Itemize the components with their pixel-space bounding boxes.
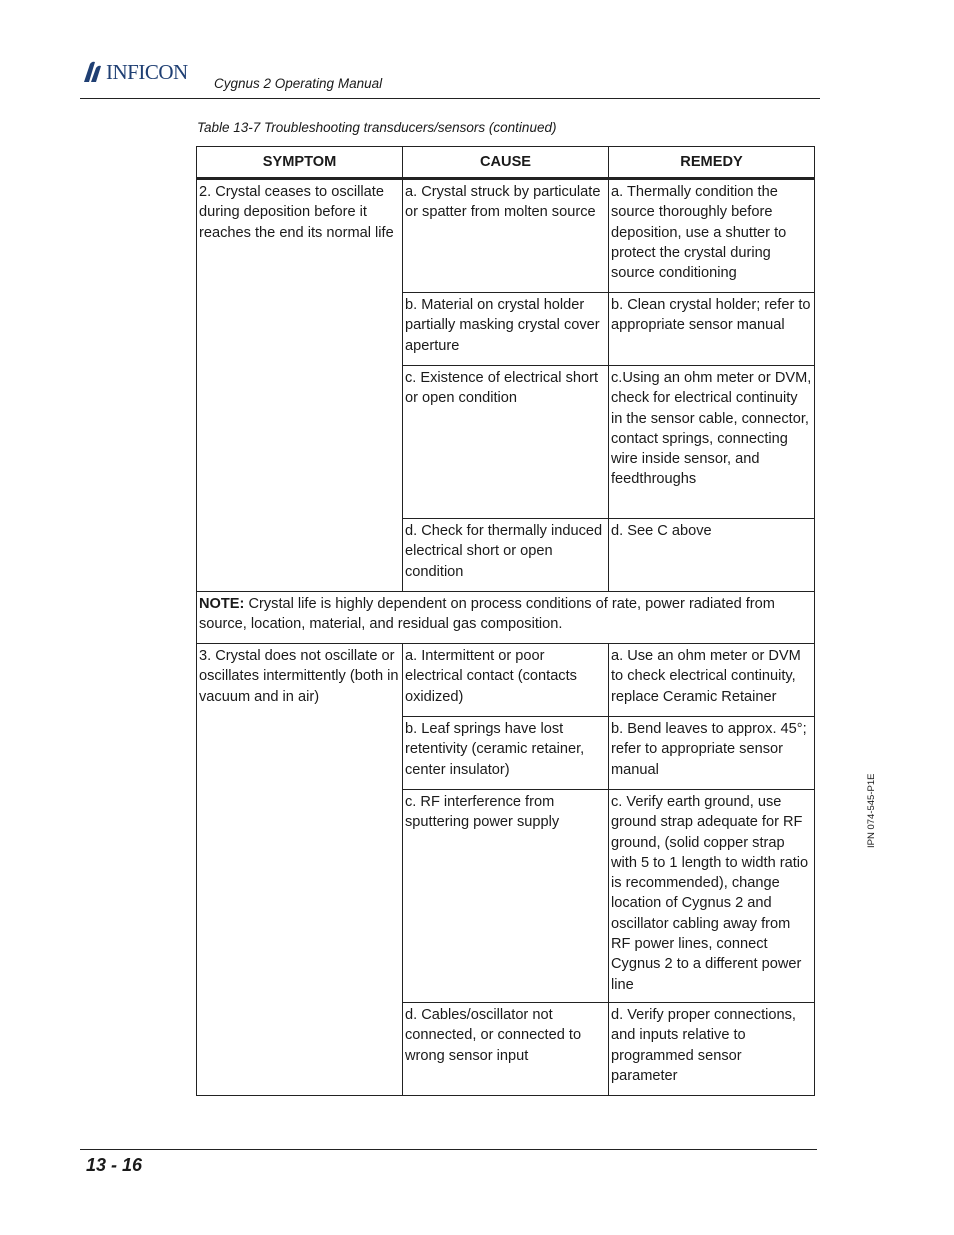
note-cell [197, 592, 815, 644]
column-header-symptom: SYMPTOM [197, 147, 403, 179]
table-row [197, 179, 815, 293]
symptom-cell: 2. Crystal ceases to oscillate during deposition before it reaches the end its normal life [197, 179, 403, 592]
header-divider [80, 98, 820, 99]
remedy-cell: b. Bend leaves to approx. 45°; refer to appropriate sensor manual [609, 717, 815, 790]
table-caption: Table 13-7 Troubleshooting transducers/sensors (continued) [197, 120, 557, 135]
cause-cell: a. Crystal struck by particulate or spatter from molten source [403, 179, 609, 293]
cause-cell: b. Material on crystal holder partially masking crystal cover aperture [403, 293, 609, 366]
remedy-cell: b. Clean crystal holder; refer to appropriate sensor manual [609, 293, 815, 366]
inficon-logo-icon [81, 61, 103, 83]
symptom-cell: 3. Crystal does not oscillate or oscillates intermittently (both in vacuum and in air) [197, 644, 403, 1096]
column-header-cause: CAUSE [403, 147, 609, 179]
note-label: NOTE: [199, 596, 245, 612]
troubleshooting-table [196, 146, 815, 1096]
table-header-row [197, 147, 815, 179]
document-ipn: IPN 074-545-P1E [866, 773, 877, 848]
note-row [197, 592, 815, 644]
remedy-cell: a. Use an ohm meter or DVM to check electrical continuity, replace Ceramic Retainer [609, 644, 815, 717]
remedy-cell: d. Verify proper connections, and inputs relative to programmed sensor parameter [609, 1003, 815, 1096]
cause-cell: b. Leaf springs have lost retentivity (ceramic retainer, center insulator) [403, 717, 609, 790]
cause-cell: c. RF interference from sputtering power supply [403, 790, 609, 1003]
column-header-remedy: REMEDY [609, 147, 815, 179]
remedy-cell: c.Using an ohm meter or DVM, check for electrical continuity in the sensor cable, connector, contact springs, connecting wire inside sensor, and feedthroughs [609, 366, 815, 519]
cause-cell: d. Cables/oscillator not connected, or connected to wrong sensor input [403, 1003, 609, 1096]
page-number: 13 - 16 [86, 1155, 143, 1175]
manual-title: Cygnus 2 Operating Manual [214, 76, 383, 91]
cause-cell: c. Existence of electrical short or open condition [403, 366, 609, 519]
remedy-cell: c. Verify earth ground, use ground strap adequate for RF ground, (solid copper strap with 5 to 1 length to width ratio is recommended), change location of Cygnus 2 and oscillator cabling away from RF power lines, connect Cygnus 2 to a different power line [609, 790, 815, 1003]
table-row [197, 644, 815, 717]
inficon-logo [81, 60, 188, 84]
remedy-cell: a. Thermally condition the source thoroughly before deposition, use a shutter to protect the crystal during source conditioning [609, 179, 815, 293]
cause-cell: d. Check for thermally induced electrical short or open condition [403, 519, 609, 592]
note-text: Crystal life is highly dependent on process conditions of rate, power radiated from source, location, material, and residual gas composition. [199, 596, 775, 633]
brand-name: INFICON [106, 60, 188, 84]
footer-divider [80, 1149, 817, 1150]
cause-cell: a. Intermittent or poor electrical contact (contacts oxidized) [403, 644, 609, 717]
remedy-cell: d. See C above [609, 519, 815, 592]
